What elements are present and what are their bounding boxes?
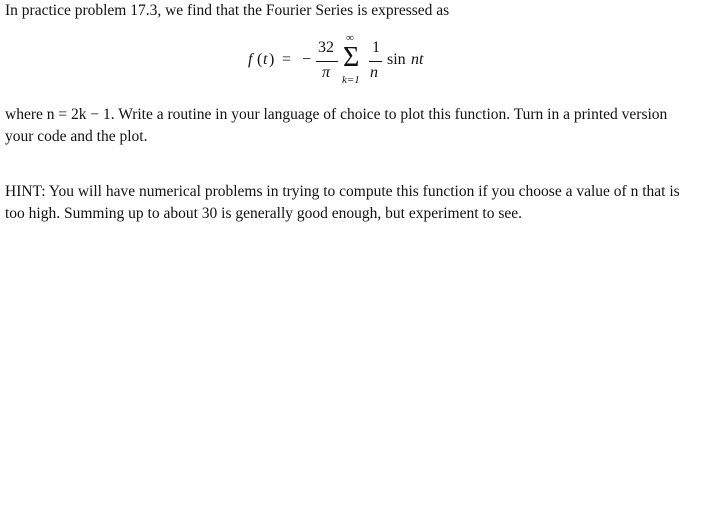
eq-sin-argument: nt [411, 51, 424, 68]
eq-coef-fraction-bar [316, 61, 338, 62]
eq-open-paren: ( [257, 51, 263, 68]
eq-sum-symbol: Σ [343, 42, 360, 73]
eq-sin: sin [387, 51, 406, 68]
eq-sum-upper: ∞ [346, 32, 354, 44]
eq-function-name: f [248, 51, 253, 68]
eq-close-paren: ) [269, 51, 275, 68]
eq-sum-lower: k=1 [342, 74, 360, 86]
eq-term-denominator: n [370, 64, 378, 81]
eq-minus: − [302, 51, 312, 68]
eq-term-numerator: 1 [372, 39, 380, 56]
eq-coef-numerator: 32 [318, 39, 334, 56]
hint-paragraph: HINT: You will have numerical problems in trying to compute this function if you choose a value of n that is too high. Summing up to about 30 is generally good enough, but experiment to see. [5, 183, 680, 222]
fourier-equation [248, 34, 468, 90]
intro-paragraph: In practice problem 17.3, we find that the Fourier Series is expressed as [5, 2, 450, 19]
where-paragraph: where n = 2k − 1. Write a routine in your language of choice to plot this function. Turn in a printed version your code and the plot. [5, 106, 668, 145]
eq-variable: t [263, 51, 268, 68]
eq-coef-denominator: π [322, 64, 331, 81]
eq-equals: = [282, 51, 292, 68]
eq-term-fraction-bar [369, 61, 382, 62]
